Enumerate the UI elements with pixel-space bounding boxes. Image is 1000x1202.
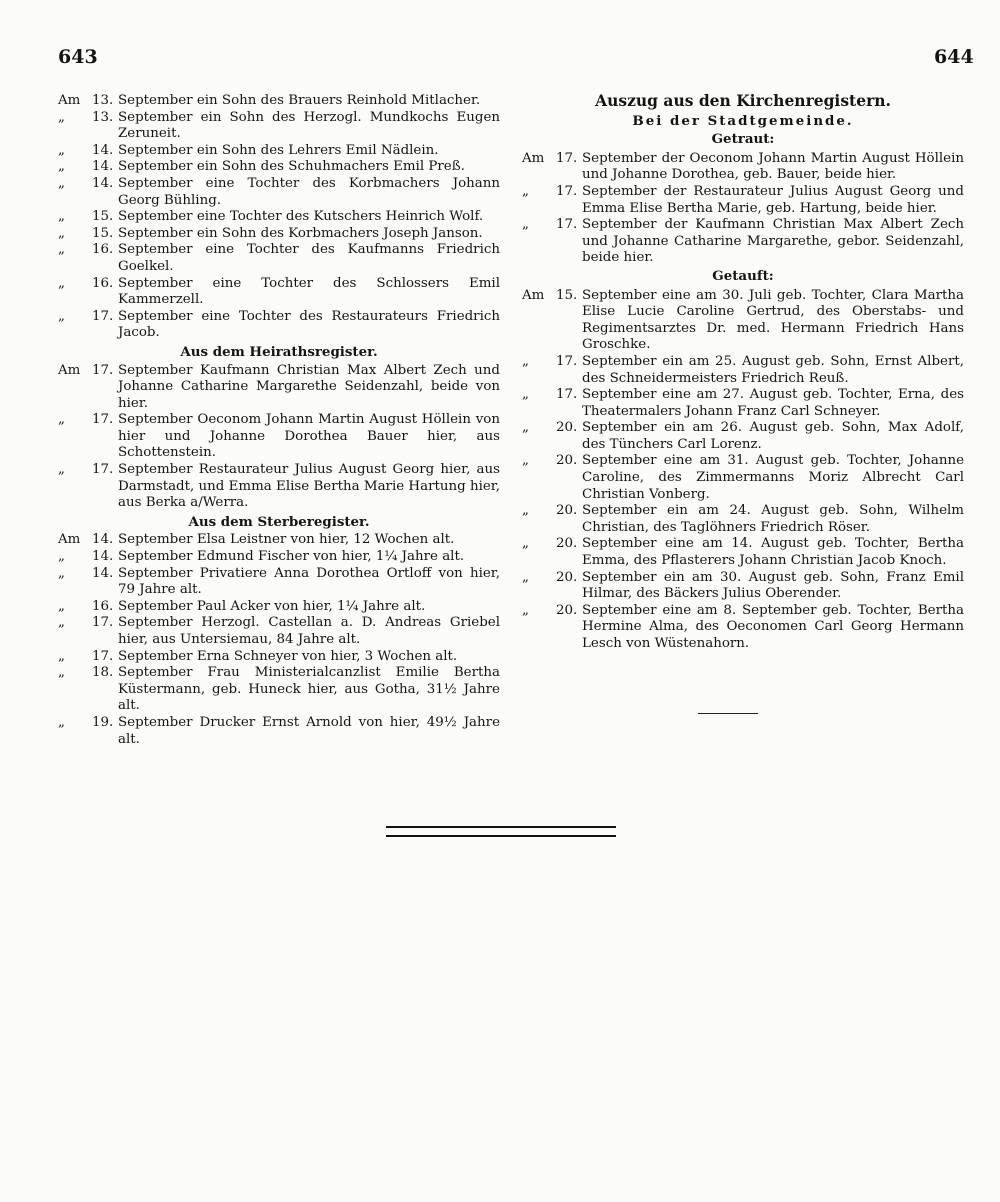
register-entry xyxy=(58,549,500,566)
entry-prefix: Am xyxy=(58,362,81,378)
entry-text: September Kaufmann Christian Max Albert Zech und Johanne Catharine Margarethe Seidenzahl, beide von hier. xyxy=(118,362,500,411)
entry-prefix: „ xyxy=(58,412,65,428)
entry-text: September ein am 26. August geb. Sohn, Max Adolf, des Tünchers Carl Lorenz. xyxy=(582,420,964,452)
entry-text: September ein Sohn des Korbmachers Joseph Janson. xyxy=(118,225,483,241)
register-entry xyxy=(522,503,964,536)
register-entry xyxy=(58,309,500,342)
entry-text: September eine am 27. August geb. Tochter, Erna, des Theatermalers Johann Franz Carl Schneyer. xyxy=(582,387,964,419)
register-entry xyxy=(58,226,500,243)
register-entry xyxy=(58,715,500,748)
entry-text: September Paul Acker von hier, 1¼ Jahre alt. xyxy=(118,598,426,614)
register-entry xyxy=(522,603,964,653)
entry-text: September Erna Schneyer von hier, 3 Wochen alt. xyxy=(118,648,458,664)
register-entry xyxy=(58,412,500,462)
register-entry xyxy=(58,532,500,549)
entry-day: 14. xyxy=(92,532,114,548)
entry-prefix: „ xyxy=(58,549,65,565)
entry-text: September der Oeconom Johann Martin August Höllein und Johanne Dorothea, geb. Bauer, beide hier. xyxy=(582,150,964,183)
register-entry xyxy=(58,93,500,110)
section-divider xyxy=(698,713,758,714)
entry-prefix: „ xyxy=(522,353,529,369)
entry-text: September ein Sohn des Brauers Reinhold Mitlacher. xyxy=(118,93,481,108)
married-heading: Getraut: xyxy=(711,131,775,148)
entry-day: 17. xyxy=(556,183,578,199)
register-entry xyxy=(58,242,500,275)
entry-day: 14. xyxy=(92,159,114,175)
entry-prefix: Am xyxy=(58,93,81,108)
entry-text: September ein am 30. August geb. Sohn, Franz Emil Hilmar, des Bäckers Julius Oberender. xyxy=(582,569,964,602)
entry-day: 20. xyxy=(556,602,578,618)
death-list xyxy=(58,532,500,748)
entry-day: 14. xyxy=(92,565,114,581)
entry-prefix: „ xyxy=(58,565,65,581)
entry-text: September Herzogl. Castellan a. D. Andreas Griebel hier, aus Untersiemau, 84 Jahre alt. xyxy=(118,615,500,647)
entry-prefix: „ xyxy=(522,183,529,199)
entry-day: 17. xyxy=(92,308,114,324)
page-number-right: 644 xyxy=(934,46,974,68)
page-number-left: 643 xyxy=(58,46,98,68)
entry-day: 17. xyxy=(92,462,114,478)
left-column xyxy=(58,93,500,748)
register-entry xyxy=(58,276,500,309)
register-entry xyxy=(522,570,964,603)
entry-text: September ein Sohn des Herzogl. Mundkochs Eugen Zeruneit. xyxy=(118,109,500,142)
entry-text: September eine Tochter des Schlossers Emil Kammerzell. xyxy=(118,275,500,308)
register-entry xyxy=(522,420,964,453)
entry-prefix: Am xyxy=(522,287,545,303)
entry-prefix: „ xyxy=(522,387,529,403)
entry-day: 15. xyxy=(92,209,114,225)
entry-text: September ein am 25. August geb. Sohn, Ernst Albert, des Schneidermeisters Friedrich Reuß. xyxy=(582,353,964,386)
entry-prefix: „ xyxy=(58,159,65,175)
entry-prefix: „ xyxy=(58,598,65,614)
entry-prefix: „ xyxy=(58,209,65,225)
right-column xyxy=(522,93,964,653)
entry-prefix: „ xyxy=(58,242,65,258)
register-entry xyxy=(58,615,500,648)
entry-text: September Frau Ministerialcanzlist Emilie Bertha Küstermann, geb. Huneck hier, aus Gotha, 31½ Jahre alt. xyxy=(118,665,500,714)
entry-day: 20. xyxy=(556,453,578,469)
register-entry xyxy=(522,151,964,184)
register-entry xyxy=(58,665,500,715)
register-entry xyxy=(58,649,500,666)
entry-prefix: „ xyxy=(522,420,529,436)
entry-text: September eine am 30. Juli geb. Tochter, Clara Martha Elise Lucie Caroline Gertrud, des Oberstabs- und Regimentsarztes Dr. med. Hermann Friedrich Hans Groschke. xyxy=(582,287,964,353)
entry-prefix: „ xyxy=(58,462,65,478)
entry-text: September ein Sohn des Schuhmachers Emil Preß. xyxy=(118,159,465,175)
register-entry xyxy=(58,462,500,512)
entry-text: September Drucker Ernst Arnold von hier, 49½ Jahre alt. xyxy=(118,714,500,747)
entry-text: September Restaurateur Julius August Georg hier, aus Darmstadt, und Emma Elise Bertha Marie Hartung hier, aus Berka a/Werra. xyxy=(118,462,500,511)
entry-prefix: „ xyxy=(522,453,529,469)
entry-text: September eine Tochter des Korbmachers Johann Georg Bühling. xyxy=(118,175,500,208)
married-list xyxy=(522,151,964,267)
register-entry xyxy=(58,599,500,616)
entry-prefix: „ xyxy=(58,175,65,191)
baptized-list xyxy=(522,288,964,653)
register-entry xyxy=(58,143,500,160)
entry-day: 16. xyxy=(92,598,114,614)
entry-day: 17. xyxy=(92,615,114,631)
entry-day: 15. xyxy=(556,287,578,303)
register-entry xyxy=(58,110,500,143)
entry-day: 14. xyxy=(92,142,114,158)
register-entry xyxy=(58,566,500,599)
register-entry xyxy=(58,209,500,226)
entry-prefix: „ xyxy=(58,615,65,631)
entry-prefix: „ xyxy=(522,569,529,585)
entry-prefix: „ xyxy=(58,142,65,158)
marriage-list xyxy=(58,363,500,512)
entry-text: September eine Tochter des Kaufmanns Friedrich Goelkel. xyxy=(118,242,500,274)
entry-text: September der Kaufmann Christian Max Albert Zech und Johanne Catharine Margarethe, gebor. Seidenzahl, beide hier. xyxy=(582,217,964,266)
entry-day: 16. xyxy=(92,275,114,291)
entry-prefix: „ xyxy=(58,109,65,125)
entry-text: September eine am 31. August geb. Tochter, Johanne Caroline, des Zimmermanns Moriz Albrecht Carl Christian Vonberg. xyxy=(582,453,964,502)
entry-prefix: Am xyxy=(522,150,545,166)
entry-day: 20. xyxy=(556,536,578,552)
church-register-heading: Auszug aus den Kirchenregistern. xyxy=(595,91,891,110)
parish-subheading: Bei der Stadtgemeinde. xyxy=(632,112,854,129)
entry-day: 19. xyxy=(92,714,114,730)
register-entry xyxy=(58,159,500,176)
entry-prefix: „ xyxy=(522,536,529,552)
entry-prefix: „ xyxy=(522,602,529,618)
entry-day: 13. xyxy=(92,93,114,108)
entry-day: 17. xyxy=(556,217,578,233)
entry-text: September ein am 24. August geb. Sohn, Wilhelm Christian, des Taglöhners Friedrich Röser. xyxy=(582,503,964,535)
register-entry xyxy=(522,288,964,354)
entry-day: 20. xyxy=(556,503,578,519)
entry-day: 17. xyxy=(556,387,578,403)
birth-list xyxy=(58,93,500,342)
register-entry xyxy=(522,536,964,569)
entry-prefix: „ xyxy=(58,648,65,664)
entry-day: 17. xyxy=(92,412,114,428)
entry-text: September Privatiere Anna Dorothea Ortloff von hier, 79 Jahre alt. xyxy=(118,565,500,598)
entry-text: September eine Tochter des Kutschers Heinrich Wolf. xyxy=(118,209,484,225)
death-register-heading: Aus dem Sterberegister. xyxy=(188,513,370,530)
entry-prefix: „ xyxy=(58,714,65,730)
marriage-register-heading: Aus dem Heirathsregister. xyxy=(180,343,378,360)
entry-text: September eine am 8. September geb. Tochter, Bertha Hermine Alma, des Oeconomen Carl Georg Hermann Lesch von Wüstenahorn. xyxy=(582,602,964,651)
entry-day: 17. xyxy=(556,353,578,369)
entry-day: 17. xyxy=(92,648,114,664)
entry-day: 14. xyxy=(92,549,114,565)
entry-text: September eine Tochter des Restaurateurs Friedrich Jacob. xyxy=(118,308,500,341)
entry-prefix: Am xyxy=(58,532,81,548)
register-entry xyxy=(58,176,500,209)
entry-prefix: „ xyxy=(522,503,529,519)
entry-prefix: „ xyxy=(58,275,65,291)
entry-text: September Elsa Leistner von hier, 12 Wochen alt. xyxy=(118,532,455,548)
register-entry xyxy=(522,354,964,387)
entry-prefix: „ xyxy=(522,217,529,233)
entry-prefix: „ xyxy=(58,308,65,324)
entry-text: September ein Sohn des Lehrers Emil Nädlein. xyxy=(118,142,439,158)
entry-day: 14. xyxy=(92,175,114,191)
entry-day: 20. xyxy=(556,420,578,436)
register-entry xyxy=(58,363,500,413)
register-entry xyxy=(522,453,964,503)
entry-day: 13. xyxy=(92,109,114,125)
register-entry xyxy=(522,184,964,217)
entry-day: 18. xyxy=(92,665,114,681)
entry-day: 17. xyxy=(92,362,114,378)
entry-day: 16. xyxy=(92,242,114,258)
entry-text: September Edmund Fischer von hier, 1¼ Jahre alt. xyxy=(118,549,465,565)
register-entry xyxy=(522,387,964,420)
entry-prefix: „ xyxy=(58,225,65,241)
entry-text: September Oeconom Johann Martin August Höllein von hier und Johanne Dorothea Bauer hier, aus Schottenstein. xyxy=(118,412,500,461)
register-entry xyxy=(522,217,964,267)
page-end-rule xyxy=(386,826,616,837)
baptized-heading: Getauft: xyxy=(712,267,774,284)
entry-text: September eine am 14. August geb. Tochter, Bertha Emma, des Pflasterers Johann Christian Jacob Knoch. xyxy=(582,536,964,569)
entry-day: 20. xyxy=(556,569,578,585)
entry-prefix: „ xyxy=(58,665,65,681)
entry-day: 15. xyxy=(92,225,114,241)
entry-text: September der Restaurateur Julius August Georg und Emma Elise Bertha Marie, geb. Hartung, beide hier. xyxy=(582,183,964,216)
entry-day: 17. xyxy=(556,150,578,166)
